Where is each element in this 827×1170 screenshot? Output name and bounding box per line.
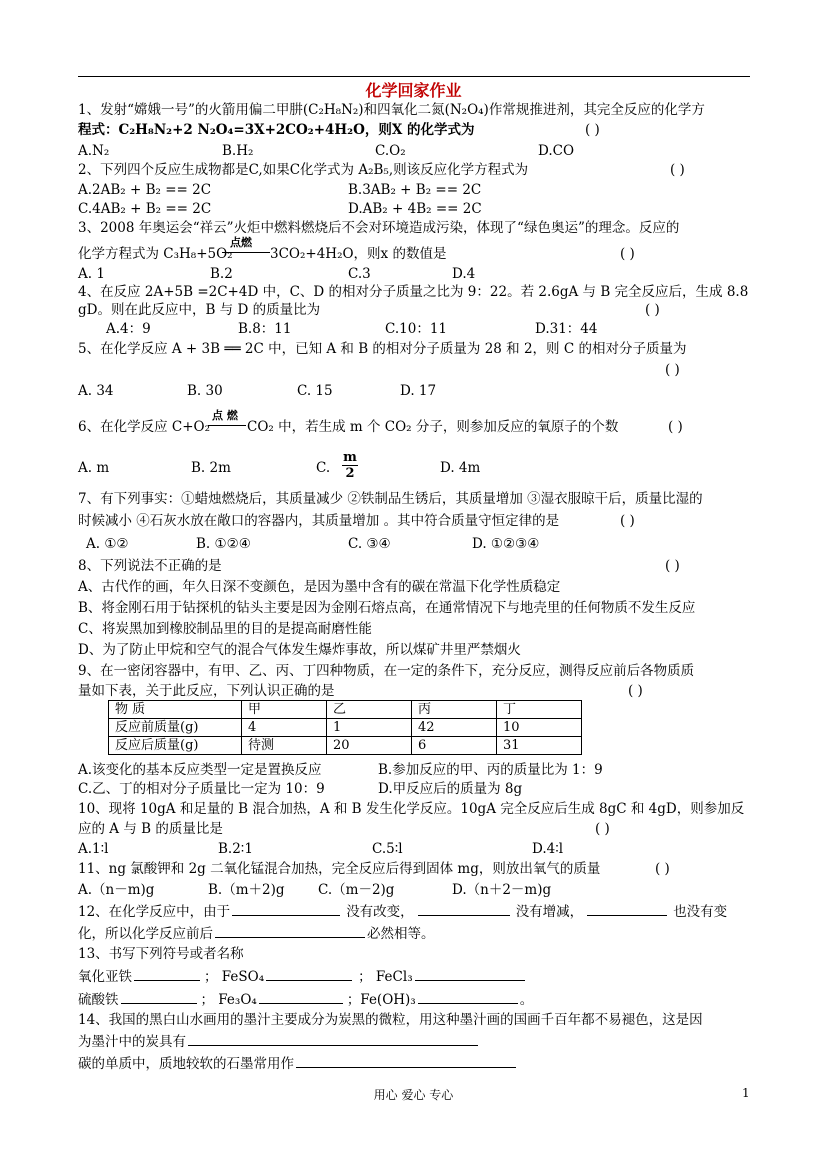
q6-condition: 点 燃 [212,409,238,422]
q9-mass-table [108,700,582,755]
q13-row2 [78,990,533,1009]
q3-option-d: D.4 [452,266,476,282]
q2-answer-paren: ( ) [670,162,685,178]
q4-option-c: C.10：11 [385,321,447,337]
q4-line2: gD。则在此反应中，B 与 D 的质量比为 [78,302,321,318]
q12-text-1: 12、在化学反应中，由于 [78,904,231,920]
q9-option-a: A.该变化的基本反应类型一定是置换反应 [78,762,322,778]
table-header-cell: 丁 [497,701,582,719]
q1-answer-paren: ( ) [585,122,600,138]
q3-condition: 点燃 [230,236,252,249]
page-title: 化学回家作业 [365,81,462,100]
q5-option-d: D. 17 [400,383,437,399]
q8-option-c: C、将炭黑加到橡胶制品里的目的是提高耐磨性能 [78,621,372,637]
q3-option-c: C.3 [348,266,371,282]
q14-line3 [78,1054,516,1073]
q13-label-ferrous-oxide: 氧化亚铁 [78,969,132,985]
q13-label-ferric-sulfate: 硫酸铁 [78,992,119,1008]
q13-blank-3[interactable] [415,967,525,981]
table-header-cell: 甲 [242,701,327,719]
q14-line2 [78,1032,478,1051]
q12-text-2: 没有改变， [346,904,414,920]
q2-option-b: B.3AB₂ + B₂ == 2C [348,182,482,198]
q6-option-a: A. m [78,460,110,476]
table-cell: 20 [327,737,412,755]
q14-text-1: 为墨汁中的炭具有 [78,1034,186,1050]
q7-line2: 时候减小 ④石灰水放在敞口的容器内，其质量增加 。其中符合质量守恒定律的是 [78,513,560,529]
q1-option-a: A.N₂ [78,143,110,159]
q12-text-3: 没有增减， [515,904,584,920]
q3-option-b: B.2 [210,266,233,282]
q3-line2-left: 化学方程式为 C₃H₈+5O₂ [78,246,233,262]
q4-line1: 4、在反应 2A+5B =2C+4D 中，C、D 的相对分子质量之比为 9：22。若 2.6gA 与 B 完全反应后，生成 8.8 [78,284,749,300]
q10-option-b: B.2∶1 [218,841,253,857]
q14-text-2: 碳的单质中，质地较软的石墨常用作 [78,1056,294,1072]
table-row [109,719,582,737]
q9-option-d: D.甲反应后的质量为 8g [378,781,523,797]
q5-line1: 5、在化学反应 A + 3B ══ 2C 中，已知 A 和 B 的相对分子质量为 28 和 2，则 C 的相对分子质量为 [78,341,687,357]
q6-reaction-arrow [208,425,246,426]
q11-answer-paren: ( ) [655,861,670,877]
table-header-cell: 物 质 [109,701,242,719]
q3-line2-right: 3CO₂+4H₂O，则x 的数值是 [270,246,447,262]
table-cell: 1 [327,719,412,737]
table-header-row [109,701,582,719]
q10-line2: 应的 A 与 B 的质量比是 [78,821,223,837]
table-cell: 31 [497,737,582,755]
q13-blank-2[interactable] [266,967,352,981]
table-cell: 待测 [242,737,327,755]
q13-period: 。 [519,992,534,1008]
q7-option-a: A. ①② [86,536,129,552]
q12-blank-2[interactable] [418,902,510,916]
q13-label-feso4: ； FeSO₄ [204,969,265,985]
q4-option-a: A.4：9 [106,321,151,337]
q11-line1: 11、ng 氯酸钾和 2g 二氧化锰混合加热，完全反应后得到固体 mg，则放出氧气的质量 [78,861,601,877]
q5-option-c: C. 15 [297,383,333,399]
table-cell: 10 [497,719,582,737]
header-rule [78,76,750,77]
q10-option-c: C.5∶l [372,841,403,857]
q6-option-c-fraction [342,450,358,481]
q7-line1: 7、有下列事实：①蜡烛燃烧后，其质量减少 ②铁制品生锈后，其质量增加 ③湿衣服晾干后，质量比湿的 [78,491,703,507]
q13-label-fe3o4: ； Fe₃O₄ [200,992,257,1008]
q14-line1: 14、我国的黑白山水画用的墨汁主要成分为炭黑的微粒，用这种墨汁画的国画千百年都不易褪色，这是因 [78,1012,703,1028]
q1-option-b: B.H₂ [222,143,254,159]
q4-option-b: B.8：11 [238,321,292,337]
table-cell: 反应前质量(g) [109,719,242,737]
q6-line1-right: CO₂ 中，若生成 m 个 CO₂ 分子，则参加反应的氧原子的个数 [247,419,619,435]
q7-option-b: B. ①②④ [196,536,251,552]
q6-line1-left: 6、在化学反应 C+O₂ [78,419,211,435]
q8-answer-paren: ( ) [665,558,680,574]
page-number: 1 [742,1086,750,1100]
q13-row1 [78,967,527,986]
table-cell: 6 [412,737,497,755]
q5-option-a: A. 34 [78,383,114,399]
q13-blank-5[interactable] [259,990,343,1004]
q10-answer-paren: ( ) [595,821,610,837]
q2-line1: 2、下列四个反应生成物都是C,如果C化学式为 A₂B₅,则该反应化学方程式为 [78,162,529,178]
q12-blank-4[interactable] [215,924,365,938]
q8-option-d: D、为了防止甲烷和空气的混合气体发生爆炸事故，所以煤矿井里严禁烟火 [78,642,521,658]
q8-option-b: B、将金刚石用于钻探机的钻头主要是因为金刚石熔点高，在通常情况下与地壳里的任何物质不发生反应 [78,600,696,616]
page-footer: 用心 爱心 专心 [373,1088,454,1102]
q1-option-c: C.O₂ [375,143,406,159]
q6-answer-paren: ( ) [668,419,683,435]
q13-line1: 13、书写下列符号或者名称 [78,946,244,962]
q5-answer-paren: ( ) [665,362,680,378]
q6-option-c-prefix: C. [316,460,331,476]
q13-blank-1[interactable] [134,967,200,981]
q4-answer-paren: ( ) [645,302,660,318]
q1-line2: 程式：C₂H₈N₂+2 N₂O₄=3X+2CO₂+4H₂O，则X 的化学式为 [78,122,475,138]
q12-text-6: 必然相等。 [367,926,435,942]
q12-line1 [78,902,727,921]
q12-line2 [78,924,435,943]
q14-blank-2[interactable] [296,1054,516,1068]
q14-blank-1[interactable] [188,1032,478,1046]
table-cell: 42 [412,719,497,737]
q8-option-a: A、古代作的画，年久日深不变颜色，是因为墨中含有的碳在常温下化学性质稳定 [78,579,561,595]
q6-option-b: B. 2m [191,460,231,476]
q1-line1: 1、发射“嫦娥一号”的火箭用偏二甲肼(C₂H₈N₂)和四氧化二氮(N₂O₄)作常规推进剂，其完全反应的化学方 [78,102,705,118]
q11-option-b: B.（m＋2)g [208,882,285,898]
table-header-cell: 丙 [412,701,497,719]
q13-label-fecl3: ； FeCl₃ [358,969,413,985]
q3-line1: 3、2008 年奥运会“祥云”火炬中燃料燃烧后不会对环境造成污染，体现了“绿色奥运”的理念。反应的 [78,220,680,236]
q13-label-feoh3: ；Fe(OH)₃ [346,992,416,1008]
q6-option-d: D. 4m [440,460,481,476]
q13-blank-6[interactable] [418,990,518,1004]
q12-blank-3[interactable] [587,902,667,916]
q9-line1: 9、在一密闭容器中，有甲、乙、丙、丁四种物质，在一定的条件下，充分反应，测得反应前后各物质质 [78,663,695,679]
q2-option-c: C.4AB₂ + B₂ == 2C [78,201,212,217]
q3-reaction-arrow [222,252,270,253]
q9-option-c: C.乙、丁的相对分子质量比一定为 10：9 [78,781,325,797]
q9-line2: 量如下表，关于此反应，下列认识正确的是 [78,683,335,699]
q10-option-a: A.1∶l [78,841,109,857]
q11-option-c: C.（m－2)g [318,882,395,898]
table-row [109,737,582,755]
q9-answer-paren: ( ) [628,683,643,699]
table-cell: 4 [242,719,327,737]
q11-option-a: A.（n－m)g [78,882,155,898]
q9-option-b: B.参加反应的甲、丙的质量比为 1：9 [378,762,603,778]
q13-blank-4[interactable] [121,990,197,1004]
q7-option-d: D. ①②③④ [472,536,540,552]
q6-option-c-denominator: 2 [345,466,355,481]
q10-option-d: D.4∶l [532,841,564,857]
q10-line1: 10、现将 10gA 和足量的 B 混合加热，A 和 B 发生化学反应。10gA 完全反应后生成 8gC 和 4gD，则参加反 [78,801,745,817]
q2-option-d: D.AB₂ + 4B₂ == 2C [348,201,482,217]
q1-option-d: D.CO [538,143,575,159]
table-cell: 反应后质量(g) [109,737,242,755]
q2-option-a: A.2AB₂ + B₂ == 2C [78,182,212,198]
q7-option-c: C. ③④ [348,536,391,552]
q12-blank-1[interactable] [232,902,340,916]
q3-option-a: A. 1 [78,266,105,282]
q11-option-d: D.（n＋2－m)g [452,882,552,898]
q8-line1: 8、下列说法不正确的是 [78,558,222,574]
table-header-cell: 乙 [327,701,412,719]
q7-answer-paren: ( ) [620,513,635,529]
q12-text-5: 化，所以化学反应前后 [78,926,213,942]
q4-option-d: D.31：44 [535,321,598,337]
q5-option-b: B. 30 [187,383,223,399]
q6-option-c-numerator: m [343,450,357,465]
q12-text-4: 也没有变 [673,904,728,920]
q3-answer-paren: ( ) [620,246,635,262]
